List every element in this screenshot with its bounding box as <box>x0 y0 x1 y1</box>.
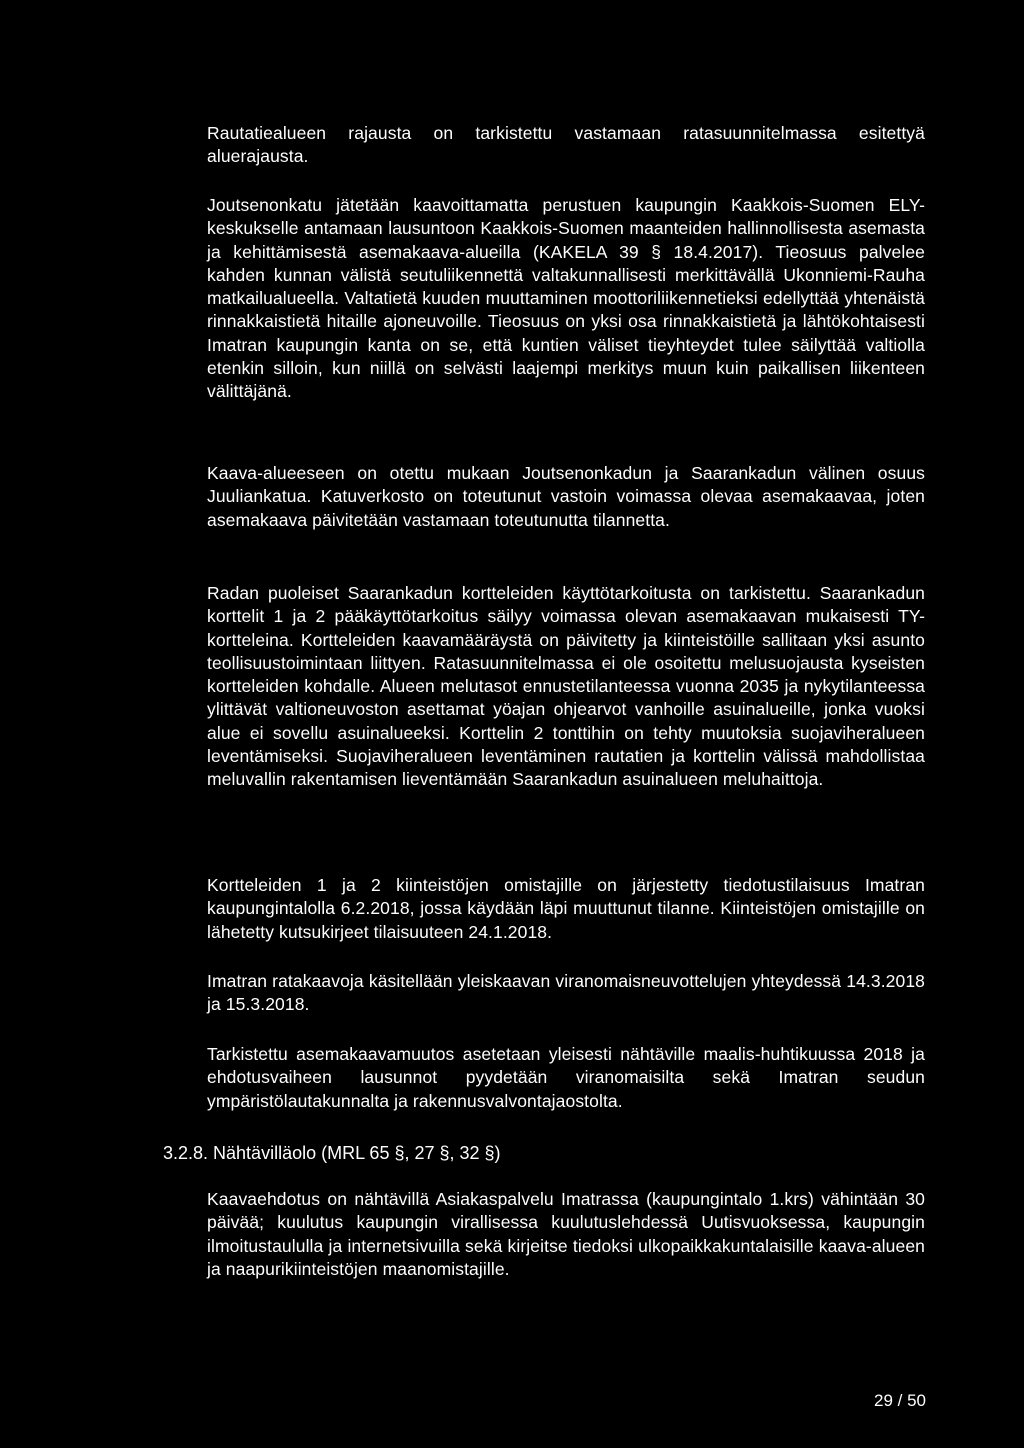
paragraph-nahtaville: Tarkistettu asemakaavamuutos asetetaan yleisesti nähtäville maalis-huhtikuussa 2018 ja ehdotusvaiheen lausunnot pyydetään viranomaisilta sekä Imatran seudun ympäristölautakunnalta ja rakennusvalvontajaostolta. <box>207 1044 925 1111</box>
paragraph-kaavaehdotus: Kaavaehdotus on nähtävillä Asiakaspalvelu Imatrassa (kaupungintalo 1.krs) vähintään 30 päivää; kuulutus kaupungin virallisessa kuulutuslehdessä Uutisvuoksessa, kaupungin ilmoitustaululla ja internetsivuilla sekä kirjeitse tiedoksi ulkopaikkakuntalaisille kaava-alueen ja naapurikiinteistöjen maanomistajille. <box>207 1189 925 1279</box>
section-heading: 3.2.8. Nähtävilläolo (MRL 65 §, 27 §, 32 §) <box>163 1143 501 1163</box>
paragraph-saarankatu: Radan puoleiset Saarankadun kortteleiden käyttötarkoitusta on tarkistettu. Saarankadun korttelit 1 ja 2 pääkäyttötarkoitus säilyy voimassa olevan asemakaavan mukaisesti TY-kortteleina. Kortteleiden kaavamääräystä on päivitetty ja kiinteistöille sallitaan yksi asunto teollisuustoimintaan liittyen. Ratasuunnitelmassa ei ole osoitettu melusuojausta kyseisten kortteleiden kohdalle. Alueen melutasot ennustetilanteessa vuonna 2035 ja nykytilanteessa ylittävät valtioneuvoston asettamat yöajan ohjearvot vanhoille asuinalueille, jonka vuoksi alue ei sovellu asuinalueeksi. Korttelin 2 tonttihin on tehty muutoksia suojaviheralueen leventämiseksi. Suojaviheralueen leventäminen rautatien ja korttelin välissä mahdollistaa meluvallin rakentamisen lieventämään Saarankadun asuinalueen meluhaittoja. <box>207 583 925 790</box>
page-number: 29 / 50 <box>874 1391 926 1410</box>
paragraph-kaava-alue: Kaava-alueeseen on otettu mukaan Joutsenonkadun ja Saarankadun välinen osuus Juuliankatua. Katuverkosto on toteutunut vastoin voimassa olevaa asemakaavaa, joten asemakaava päivitetään vastamaan toteutunutta tilannetta. <box>207 463 925 530</box>
paragraph-tiedotustilaisuus: Kortteleiden 1 ja 2 kiinteistöjen omistajille on järjestetty tiedotustilaisuus Imatran kaupungintalolla 6.2.2018, jossa käydään läpi muuttunut tilanne. Kiinteistöjen omistajille on lähetetty kutsukirjeet tilaisuuteen 24.1.2018. <box>207 875 925 942</box>
paragraph-joutsenonkatu: Joutsenonkatu jätetään kaavoittamatta perustuen kaupungin Kaakkois-Suomen ELY-keskukselle antamaan lausuntoon Kaakkois-Suomen maanteiden hallinnollisesta asemasta ja kehittämisestä asemakaava-alueilla (KAKELA 39 § 18.4.2017). Tieosuus palvelee kahden kunnan välistä seutuliikennettä valtakunnallisesti merkittävällä Ukonniemi-Rauha matkailualueella. Valtatietä kuuden muuttaminen moottoriliikennetieksi edellyttää yhtenäistä rinnakkaistietä hitaille ajoneuvoille. Tieosuus on yksi osa rinnakkaistietä ja lähtökohtaisesti Imatran kaupungin kanta on se, että kuntien väliset tieyhteydet tulee säilyttää valtiolla etenkin silloin, kun niillä on selvästi laajempi merkitys muun kuin paikallisen liikenteen välittäjänä. <box>207 195 925 402</box>
paragraph-ratakaavat: Imatran ratakaavoja käsitellään yleiskaavan viranomaisneuvottelujen yhteydessä 14.3.2018 ja 15.3.2018. <box>207 971 925 1015</box>
paragraph-rautatiealue: Rautatiealueen rajausta on tarkistettu vastamaan ratasuunnitelmassa esitettyä aluerajausta. <box>207 123 925 167</box>
